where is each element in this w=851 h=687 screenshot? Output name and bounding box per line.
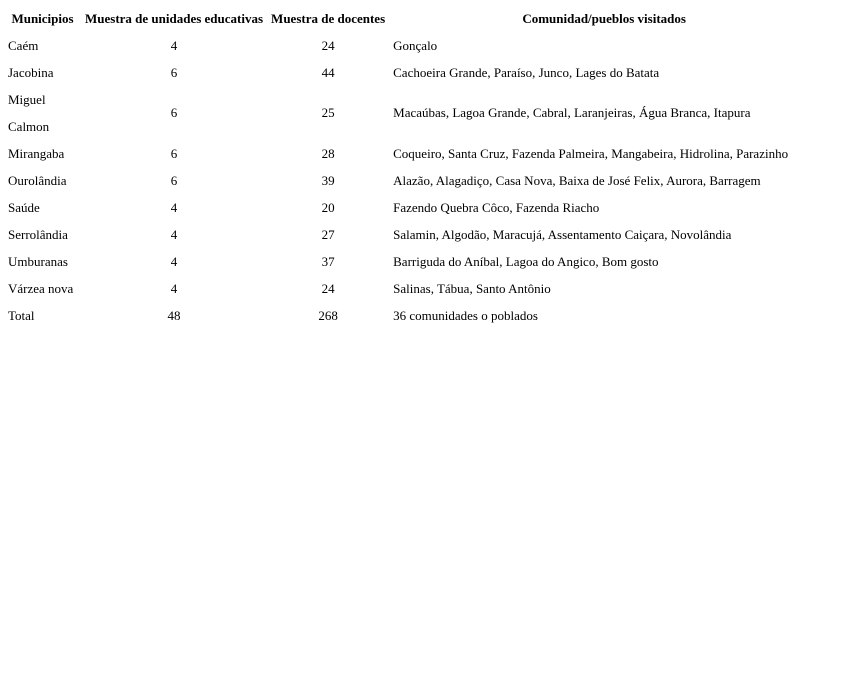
table-row — [4, 221, 819, 248]
cell-comunidades: 36 comunidades o poblados — [393, 307, 538, 323]
header-comunidades: Comunidad/pueblos visitados — [522, 10, 686, 26]
header-unidades: Muestra de unidades educativas — [85, 10, 264, 26]
cell-docentes: 37 — [321, 253, 335, 269]
cell-unidades: 4 — [170, 226, 178, 242]
cell-docentes: 28 — [321, 145, 335, 161]
cell-comunidades: Salinas, Tábua, Santo Antônio — [393, 280, 551, 296]
table-row — [4, 86, 819, 140]
cell-unidades: 6 — [170, 105, 178, 120]
cell-docentes: 24 — [321, 280, 335, 296]
cell-unidades: 4 — [170, 280, 178, 296]
cell-municipio: Ourolândia — [8, 172, 67, 188]
cell-unidades: 4 — [170, 37, 178, 53]
header-municipios: Municipios — [11, 10, 74, 26]
municipios-table — [4, 5, 819, 329]
table-row — [4, 194, 819, 221]
cell-municipio: Saúde — [8, 199, 40, 215]
cell-municipio: Mirangaba — [8, 145, 65, 161]
table-row — [4, 167, 819, 194]
cell-docentes: 27 — [321, 226, 335, 242]
cell-municipio: Serrolândia — [8, 226, 68, 242]
cell-municipio — [4, 86, 81, 140]
cell-docentes: 24 — [321, 37, 335, 53]
table-row — [4, 32, 819, 59]
cell-comunidades: Barriguda do Aníbal, Lagoa do Angico, Bom gosto — [393, 253, 659, 269]
cell-unidades: 4 — [170, 253, 178, 269]
cell-unidades: 6 — [170, 145, 178, 161]
cell-municipio: Caém — [8, 37, 39, 53]
cell-docentes: 268 — [318, 307, 338, 323]
cell-docentes: 39 — [321, 172, 335, 188]
cell-comunidades: Cachoeira Grande, Paraíso, Junco, Lages do Batata — [393, 64, 660, 80]
cell-municipio-line1: Miguel — [8, 92, 46, 107]
cell-docentes: 20 — [321, 199, 335, 215]
table-row-total — [4, 302, 819, 329]
cell-comunidades: Salamin, Algodão, Maracujá, Assentamento Caiçara, Novolândia — [393, 226, 732, 242]
cell-comunidades: Macaúbas, Lagoa Grande, Cabral, Laranjeiras, Água Branca, Itapura — [393, 105, 751, 120]
cell-municipio: Umburanas — [8, 253, 68, 269]
cell-comunidades: Fazendo Quebra Côco, Fazenda Riacho — [393, 199, 600, 215]
cell-municipio: Várzea nova — [8, 280, 74, 296]
cell-unidades: 48 — [167, 307, 181, 323]
cell-municipio-line2: Calmon — [8, 119, 50, 134]
table-header-row — [4, 5, 819, 32]
cell-docentes: 25 — [321, 105, 335, 120]
cell-comunidades: Alazão, Alagadiço, Casa Nova, Baixa de José Felix, Aurora, Barragem — [393, 172, 761, 188]
table-row — [4, 248, 819, 275]
cell-unidades: 6 — [170, 172, 178, 188]
cell-unidades: 6 — [170, 64, 178, 80]
cell-municipio: Jacobina — [8, 64, 54, 80]
cell-municipio: Total — [8, 307, 35, 323]
table-row — [4, 275, 819, 302]
cell-comunidades: Coqueiro, Santa Cruz, Fazenda Palmeira, Mangabeira, Hidrolina, Parazinho — [393, 145, 789, 161]
cell-unidades: 4 — [170, 199, 178, 215]
table-row — [4, 59, 819, 86]
cell-docentes: 44 — [321, 64, 335, 80]
header-docentes: Muestra de docentes — [271, 10, 386, 26]
cell-comunidades: Gonçalo — [393, 37, 438, 53]
table-row — [4, 140, 819, 167]
